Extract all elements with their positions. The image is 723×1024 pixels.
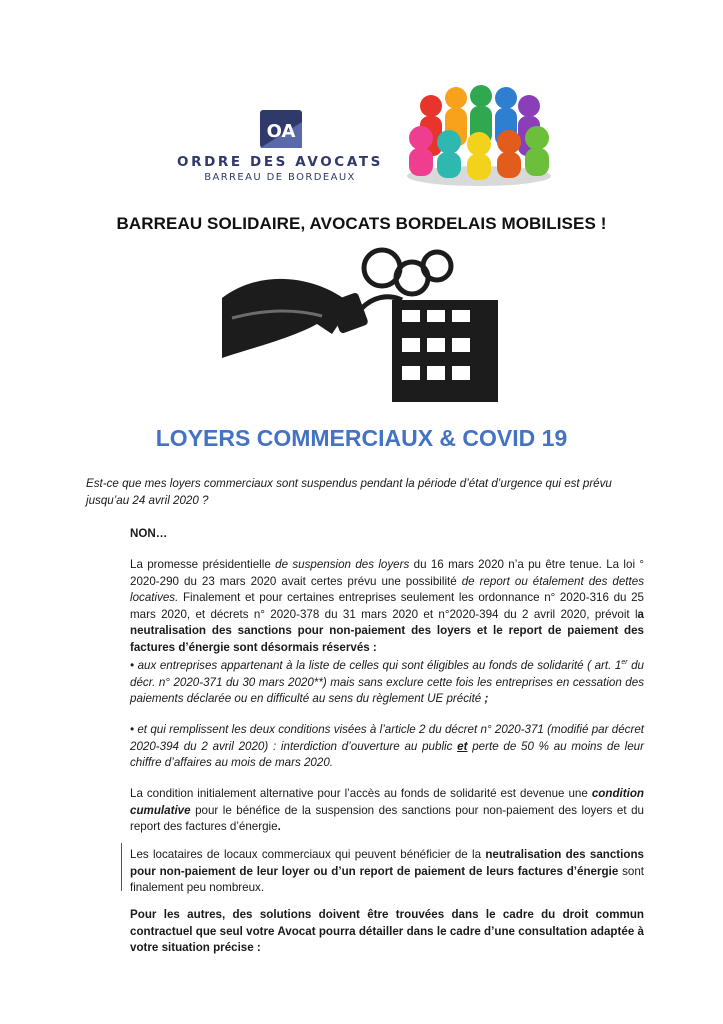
oa-monogram-icon <box>260 110 302 148</box>
logo-subtitle: BARREAU DE BORDEAUX <box>204 172 356 183</box>
paragraph-3: Les locataires de locaux commerciaux qui peuvent bénéficier de la neutralisation des sanctions pour non-paiement de leur loyer ou d’un report de paiement de leurs factures d’énergie sont finalement peu nombreux. <box>130 848 644 894</box>
question: Est-ce que mes loyers commerciaux sont suspendus pendant la période d’état d’urgence qui est prévu jusqu’au 24 avril 2020 ? <box>86 477 612 507</box>
paragraph-2: La condition initialement alternative pour l’accès au fonds de solidarité est devenue une condition cumulative pour le bénéfice de la suspension des sanctions pour non-paiement des loyers et du report des factures d’énergie. <box>130 787 644 833</box>
paragraph-4: Pour les autres, des solutions doivent être trouvées dans le cadre du droit commun contractuel que seul votre Avocat pourra détailler dans le cadre d’une consultation adaptée à votre situation précise : <box>130 908 644 954</box>
keys-icon <box>222 238 498 402</box>
answer: NON… <box>130 527 168 540</box>
headline: BARREAU SOLIDAIRE, AVOCATS BORDELAIS MOBILISES ! <box>116 214 607 233</box>
logo-title: ORDRE DES AVOCATS <box>177 154 383 170</box>
ordre-des-avocats-logo <box>160 108 400 188</box>
people-circle-icon <box>401 84 557 188</box>
section-title: LOYERS COMMERCIAUX & COVID 19 <box>155 425 568 451</box>
svg-text:OA: OA <box>266 121 296 142</box>
paragraph-1: La promesse présidentielle de suspension des loyers du 16 mars 2020 n’a pu être tenue. La loi ° 2020-290 du 23 mars 2020 avait certes prévu une possibilité de report ou étalement des dettes locatives. Finalement et pour certaines entreprises seulement les ordonnance n° 2020-316 du 25 mars 2020, et décrets n° 2020-378 du 31 mars 2020 et n°2020-394 du 2 avril 2020, prévoit la neutralisation des sanctions pour non-paiement des loyers et le report de paiement des factures d’énergie sont désormais réservés : <box>130 558 644 654</box>
bullet-2: • et qui remplissent les deux conditions visées à l’article 2 du décret n° 2020-371 (modifié par décret 2020-394 du 2 avril 2020) : interdiction d’ouverture au public et perte de 50 % au moins de leur chiffre d’affaires au mois de mars 2020. <box>130 723 644 769</box>
bullet-1: • aux entreprises appartenant à la liste de celles qui sont éligibles au fonds de solidarité ( art. 1er du décr. n° 2020-371 du 30 mars 2020**) mais sans exclure cette fois les entreprises en cessation des paiements déclarée ou en difficulté au sens du règlement UE précité ; <box>130 659 645 705</box>
